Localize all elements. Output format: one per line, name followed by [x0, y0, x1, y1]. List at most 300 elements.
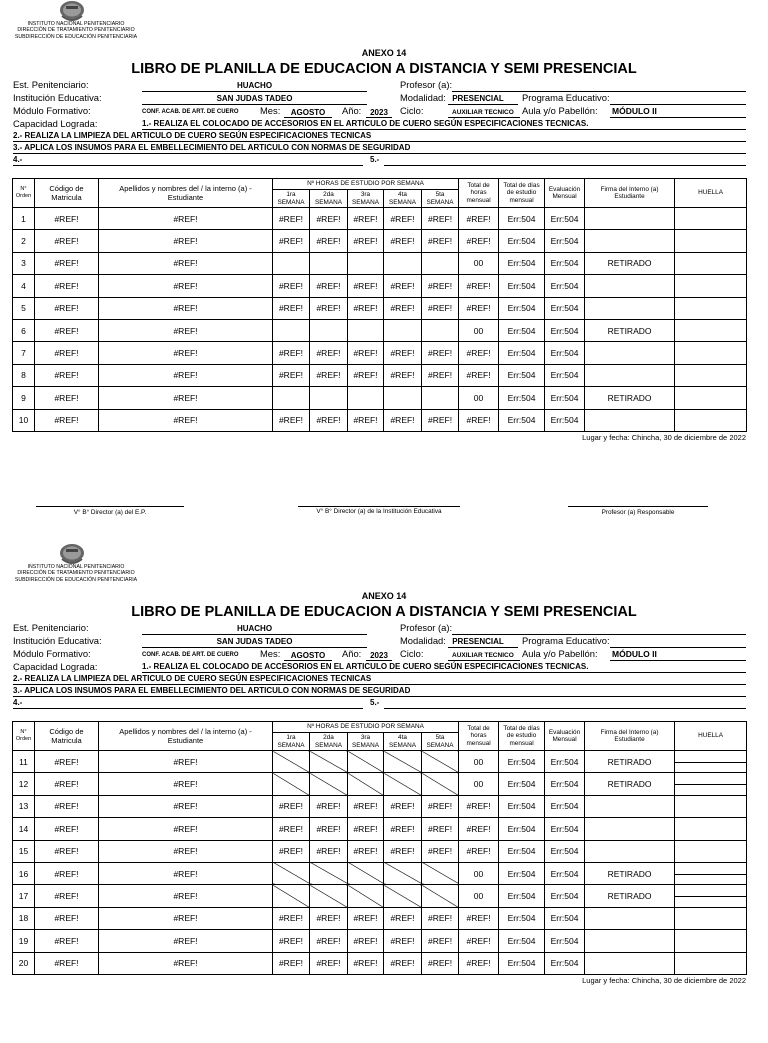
profesor-label: Profesor (a):: [400, 622, 453, 633]
capacidad-3: 3.- APLICA LOS INSUMOS PARA EL EMBELLECIMIENTO DEL ARTICULO CON NORMAS DE SEGURIDAD: [13, 143, 411, 152]
row-week-3: #REF!: [348, 930, 384, 952]
row-total-horas: 00: [459, 319, 499, 341]
row-week-1: #REF!: [273, 952, 310, 974]
row-huella: [675, 252, 747, 274]
row-matricula: #REF!: [35, 342, 99, 364]
capacidad-label: Capacidad Lograda:: [13, 661, 98, 672]
col-horas-group: Nº HORAS DE ESTUDIO POR SEMANA: [273, 179, 459, 190]
row-total-dias: Err:504: [499, 230, 545, 252]
row-evaluacion: Err:504: [545, 885, 585, 907]
row-matricula: #REF!: [35, 387, 99, 409]
row-week-5: #REF!: [422, 952, 459, 974]
row-huella: [675, 342, 747, 364]
row-week-4: [384, 751, 422, 773]
row-week-5: [422, 862, 459, 884]
table-row: [13, 862, 747, 884]
row-total-horas: 00: [459, 751, 499, 773]
row-huella: [675, 840, 747, 862]
anexo-label: ANEXO 14: [361, 48, 407, 58]
table-row: [13, 795, 747, 817]
col-firma: Firma del Interno (a) Estudiante: [585, 722, 675, 751]
anio-label: Año:: [342, 105, 362, 116]
row-week-1: [273, 862, 310, 884]
institucion-label: Institución Educativa:: [13, 92, 102, 103]
attendance-table: [12, 178, 747, 432]
row-week-3: [348, 751, 384, 773]
row-matricula: #REF!: [35, 297, 99, 319]
row-total-dias: Err:504: [499, 862, 545, 884]
row-nombre: #REF!: [99, 342, 273, 364]
row-week-1: #REF!: [273, 364, 310, 386]
row-matricula: #REF!: [35, 862, 99, 884]
row-week-4: #REF!: [384, 208, 422, 230]
signature-director-ep: V° B° Director (a) del E.P.: [73, 509, 147, 516]
row-nombre: #REF!: [99, 297, 273, 319]
row-week-5: #REF!: [422, 275, 459, 297]
capacidad-4: 4.-: [13, 155, 23, 164]
row-firma: [585, 275, 675, 297]
row-week-4: #REF!: [384, 275, 422, 297]
row-huella: [675, 818, 747, 840]
row-evaluacion: Err:504: [545, 230, 585, 252]
est-value: HUACHO: [236, 81, 273, 90]
row-huella: [675, 208, 747, 230]
row-orden: 11: [13, 751, 35, 773]
row-matricula: #REF!: [35, 252, 99, 274]
ciclo-label: Ciclo:: [400, 648, 424, 659]
row-total-horas: #REF!: [459, 930, 499, 952]
row-orden: 6: [13, 319, 35, 341]
modalidad-value: PRESENCIAL: [452, 94, 504, 103]
row-week-3: #REF!: [348, 275, 384, 297]
row-week-3: #REF!: [348, 952, 384, 974]
row-nombre: #REF!: [99, 252, 273, 274]
row-week-4: #REF!: [384, 952, 422, 974]
row-week-4: #REF!: [384, 795, 422, 817]
row-week-1: #REF!: [273, 297, 310, 319]
row-total-horas: #REF!: [459, 952, 499, 974]
row-firma: [585, 795, 675, 817]
table-row: [13, 342, 747, 364]
row-week-2: [310, 751, 348, 773]
table-row: [13, 773, 747, 795]
capacidad-label: Capacidad Lograda:: [13, 118, 98, 129]
row-week-2: #REF!: [310, 342, 348, 364]
col-week-5: 5ta SEMANA: [422, 733, 459, 751]
row-nombre: #REF!: [99, 364, 273, 386]
row-nombre: #REF!: [99, 319, 273, 341]
row-huella: [675, 952, 747, 974]
row-week-1: #REF!: [273, 208, 310, 230]
row-huella: [675, 409, 747, 431]
row-total-horas: 00: [459, 252, 499, 274]
row-week-3: #REF!: [348, 795, 384, 817]
row-week-4: #REF!: [384, 409, 422, 431]
row-nombre: #REF!: [99, 387, 273, 409]
row-firma: [585, 230, 675, 252]
row-nombre: #REF!: [99, 840, 273, 862]
row-total-horas: #REF!: [459, 230, 499, 252]
row-orden: 17: [13, 885, 35, 907]
row-evaluacion: Err:504: [545, 907, 585, 929]
row-week-3: #REF!: [348, 840, 384, 862]
row-matricula: #REF!: [35, 409, 99, 431]
row-week-2: #REF!: [310, 818, 348, 840]
row-total-horas: #REF!: [459, 297, 499, 319]
row-evaluacion: Err:504: [545, 252, 585, 274]
row-total-dias: Err:504: [499, 751, 545, 773]
row-week-5: [422, 252, 459, 274]
aula-value: MÓDULO II: [612, 649, 657, 659]
row-total-dias: Err:504: [499, 319, 545, 341]
col-huella: HUELLA: [675, 722, 747, 751]
row-huella: [675, 319, 747, 341]
anio-label: Año:: [342, 648, 362, 659]
row-huella: [675, 751, 747, 773]
signature-profesor: Profesor (a) Responsable: [601, 509, 675, 516]
row-week-4: [384, 773, 422, 795]
row-week-5: #REF!: [422, 840, 459, 862]
row-week-4: #REF!: [384, 364, 422, 386]
anio-value: 2023: [370, 108, 388, 117]
attendance-table: [12, 721, 747, 975]
row-total-horas: 00: [459, 387, 499, 409]
row-matricula: #REF!: [35, 319, 99, 341]
table-row: [13, 230, 747, 252]
col-week-1: 1ra SEMANA: [273, 190, 310, 208]
capacidad-5: 5.-: [370, 698, 380, 707]
row-matricula: #REF!: [35, 795, 99, 817]
aula-label: Aula y/o Pabellón:: [522, 648, 598, 659]
row-week-1: [273, 751, 310, 773]
row-week-3: [348, 319, 384, 341]
institution-header: INSTITUTO NACIONAL PENITENCIARIO DIRECCIÓN DE TRATAMIENTO PENITENCIARIO SUBDIRECCIÓN DE EDUCACIÓN PENITENCIARIA: [14, 21, 138, 40]
row-evaluacion: Err:504: [545, 862, 585, 884]
row-nombre: #REF!: [99, 930, 273, 952]
modulo-label: Módulo Formativo:: [13, 648, 91, 659]
table-row: [13, 840, 747, 862]
row-firma: [585, 840, 675, 862]
row-week-3: #REF!: [348, 342, 384, 364]
row-week-4: #REF!: [384, 230, 422, 252]
row-week-5: #REF!: [422, 208, 459, 230]
lugar-fecha: Lugar y fecha: Chincha, 30 de diciembre de 2022: [582, 433, 746, 442]
row-week-1: [273, 387, 310, 409]
row-firma: [585, 342, 675, 364]
row-week-1: [273, 885, 310, 907]
row-firma: [585, 930, 675, 952]
row-week-3: [348, 885, 384, 907]
row-week-5: #REF!: [422, 342, 459, 364]
planilla-sheet-2: [0, 543, 768, 1043]
row-firma: RETIRADO: [585, 751, 675, 773]
row-week-5: [422, 751, 459, 773]
row-week-5: [422, 387, 459, 409]
row-firma: [585, 952, 675, 974]
row-orden: 20: [13, 952, 35, 974]
row-total-horas: #REF!: [459, 907, 499, 929]
row-evaluacion: Err:504: [545, 952, 585, 974]
row-total-dias: Err:504: [499, 795, 545, 817]
row-total-dias: Err:504: [499, 297, 545, 319]
row-week-3: #REF!: [348, 297, 384, 319]
row-evaluacion: Err:504: [545, 818, 585, 840]
col-nombres: Apellidos y nombres del / la interno (a) - Estudiante: [99, 179, 273, 208]
row-orden: 10: [13, 409, 35, 431]
row-firma: [585, 907, 675, 929]
row-week-2: #REF!: [310, 230, 348, 252]
row-nombre: #REF!: [99, 275, 273, 297]
row-week-4: #REF!: [384, 342, 422, 364]
row-orden: 19: [13, 930, 35, 952]
row-week-2: #REF!: [310, 208, 348, 230]
row-week-1: #REF!: [273, 907, 310, 929]
table-row: [13, 387, 747, 409]
row-week-3: #REF!: [348, 409, 384, 431]
ciclo-value: AUXILIAR TECNICO: [452, 652, 514, 659]
row-total-dias: Err:504: [499, 952, 545, 974]
aula-value: MÓDULO II: [612, 106, 657, 116]
row-matricula: #REF!: [35, 751, 99, 773]
col-week-1: 1ra SEMANA: [273, 733, 310, 751]
row-orden: 3: [13, 252, 35, 274]
col-matricula: Código de Matricula: [35, 722, 99, 751]
row-week-2: #REF!: [310, 275, 348, 297]
row-week-4: #REF!: [384, 907, 422, 929]
row-huella: [675, 930, 747, 952]
col-total-horas: Total de horas mensual: [459, 722, 499, 751]
row-orden: 13: [13, 795, 35, 817]
row-week-1: #REF!: [273, 342, 310, 364]
row-week-2: [310, 773, 348, 795]
row-evaluacion: Err:504: [545, 409, 585, 431]
row-total-horas: 00: [459, 773, 499, 795]
row-week-1: #REF!: [273, 409, 310, 431]
row-evaluacion: Err:504: [545, 275, 585, 297]
table-row: [13, 751, 747, 773]
row-week-5: #REF!: [422, 907, 459, 929]
row-week-3: [348, 773, 384, 795]
col-matricula: Código de Matricula: [35, 179, 99, 208]
row-orden: 16: [13, 862, 35, 884]
row-firma: RETIRADO: [585, 862, 675, 884]
row-week-2: #REF!: [310, 952, 348, 974]
row-firma: RETIRADO: [585, 319, 675, 341]
col-week-4: 4ta SEMANA: [384, 733, 422, 751]
row-huella: [675, 297, 747, 319]
row-total-dias: Err:504: [499, 342, 545, 364]
row-nombre: #REF!: [99, 751, 273, 773]
col-week-4: 4ta SEMANA: [384, 190, 422, 208]
row-huella: [675, 275, 747, 297]
row-evaluacion: Err:504: [545, 297, 585, 319]
row-week-1: #REF!: [273, 275, 310, 297]
institucion-label: Institución Educativa:: [13, 635, 102, 646]
row-week-5: #REF!: [422, 930, 459, 952]
table-row: [13, 885, 747, 907]
mes-label: Mes:: [260, 105, 281, 116]
institution-header: INSTITUTO NACIONAL PENITENCIARIO DIRECCIÓN DE TRATAMIENTO PENITENCIARIO SUBDIRECCIÓN DE EDUCACIÓN PENITENCIARIA: [14, 564, 138, 583]
row-week-5: #REF!: [422, 818, 459, 840]
est-label: Est. Penitenciario:: [13, 79, 89, 90]
row-total-dias: Err:504: [499, 930, 545, 952]
programa-label: Programa Educativo:: [522, 92, 610, 103]
row-total-dias: Err:504: [499, 387, 545, 409]
row-week-1: #REF!: [273, 230, 310, 252]
row-nombre: #REF!: [99, 862, 273, 884]
row-week-5: [422, 319, 459, 341]
row-matricula: #REF!: [35, 840, 99, 862]
col-evaluacion: Evaluación Mensual: [545, 722, 585, 751]
row-firma: [585, 818, 675, 840]
row-firma: [585, 364, 675, 386]
row-nombre: #REF!: [99, 907, 273, 929]
row-week-3: #REF!: [348, 364, 384, 386]
aula-label: Aula y/o Pabellón:: [522, 105, 598, 116]
signature-director-ie: V° B° Director (a) de la Institución Educativa: [316, 508, 442, 515]
row-matricula: #REF!: [35, 275, 99, 297]
row-total-horas: 00: [459, 885, 499, 907]
modulo-label: Módulo Formativo:: [13, 105, 91, 116]
col-week-2: 2da SEMANA: [310, 190, 348, 208]
col-week-3: 3ra SEMANA: [348, 190, 384, 208]
row-matricula: #REF!: [35, 818, 99, 840]
row-week-4: [384, 862, 422, 884]
row-week-3: #REF!: [348, 907, 384, 929]
row-huella: [675, 230, 747, 252]
row-week-5: #REF!: [422, 409, 459, 431]
capacidad-1: 1.- REALIZA EL COLOCADO DE ACCESORIOS EN EL ARTICULO DE CUERO SEGÚN ESPECIFICACIONES TECNICAS.: [142, 119, 589, 128]
row-firma: RETIRADO: [585, 885, 675, 907]
row-total-dias: Err:504: [499, 907, 545, 929]
row-orden: 15: [13, 840, 35, 862]
row-total-horas: #REF!: [459, 795, 499, 817]
programa-label: Programa Educativo:: [522, 635, 610, 646]
modulo-value: CONF. ACAB. DE ART. DE CUERO: [142, 109, 239, 115]
row-week-2: #REF!: [310, 364, 348, 386]
document-title: LIBRO DE PLANILLA DE EDUCACION A DISTANCIA Y SEMI PRESENCIAL: [131, 61, 637, 77]
row-week-4: #REF!: [384, 818, 422, 840]
profesor-label: Profesor (a):: [400, 79, 453, 90]
row-orden: 1: [13, 208, 35, 230]
row-week-1: [273, 773, 310, 795]
col-total-horas: Total de horas mensual: [459, 179, 499, 208]
row-nombre: #REF!: [99, 409, 273, 431]
row-nombre: #REF!: [99, 795, 273, 817]
row-evaluacion: Err:504: [545, 840, 585, 862]
row-orden: 9: [13, 387, 35, 409]
row-total-horas: #REF!: [459, 275, 499, 297]
row-matricula: #REF!: [35, 773, 99, 795]
row-week-5: #REF!: [422, 230, 459, 252]
modalidad-label: Modalidad:: [400, 635, 446, 646]
row-total-horas: #REF!: [459, 818, 499, 840]
capacidad-3: 3.- APLICA LOS INSUMOS PARA EL EMBELLECIMIENTO DEL ARTICULO CON NORMAS DE SEGURIDAD: [13, 686, 411, 695]
row-week-1: #REF!: [273, 930, 310, 952]
row-total-horas: #REF!: [459, 409, 499, 431]
col-total-dias: Total de días de estudio mensual: [499, 722, 545, 751]
ciclo-label: Ciclo:: [400, 105, 424, 116]
row-firma: RETIRADO: [585, 252, 675, 274]
inpe-logo-icon: [58, 543, 86, 565]
row-total-dias: Err:504: [499, 840, 545, 862]
row-matricula: #REF!: [35, 230, 99, 252]
institucion-value: SAN JUDAS TADEO: [216, 94, 293, 103]
row-week-2: [310, 252, 348, 274]
row-evaluacion: Err:504: [545, 387, 585, 409]
row-total-horas: 00: [459, 862, 499, 884]
row-firma: [585, 208, 675, 230]
col-huella: HUELLA: [675, 179, 747, 208]
row-huella: [675, 773, 747, 795]
row-week-4: #REF!: [384, 930, 422, 952]
col-orden: N° Orden: [13, 722, 35, 751]
col-week-5: 5ta SEMANA: [422, 190, 459, 208]
table-row: [13, 952, 747, 974]
row-matricula: #REF!: [35, 208, 99, 230]
row-week-3: #REF!: [348, 208, 384, 230]
anio-value: 2023: [370, 651, 388, 660]
row-total-horas: #REF!: [459, 840, 499, 862]
row-nombre: #REF!: [99, 818, 273, 840]
row-evaluacion: Err:504: [545, 795, 585, 817]
row-total-horas: #REF!: [459, 364, 499, 386]
row-nombre: #REF!: [99, 773, 273, 795]
row-total-dias: Err:504: [499, 252, 545, 274]
row-week-1: [273, 319, 310, 341]
row-week-3: [348, 252, 384, 274]
row-week-5: #REF!: [422, 364, 459, 386]
row-huella: [675, 907, 747, 929]
row-evaluacion: Err:504: [545, 751, 585, 773]
row-week-2: [310, 885, 348, 907]
row-orden: 18: [13, 907, 35, 929]
row-matricula: #REF!: [35, 364, 99, 386]
row-week-4: [384, 252, 422, 274]
row-matricula: #REF!: [35, 952, 99, 974]
row-week-1: #REF!: [273, 818, 310, 840]
row-week-2: [310, 387, 348, 409]
row-huella: [675, 387, 747, 409]
lugar-fecha: Lugar y fecha: Chincha, 30 de diciembre de 2022: [582, 976, 746, 985]
row-week-2: #REF!: [310, 409, 348, 431]
table-row: [13, 930, 747, 952]
row-week-4: [384, 319, 422, 341]
row-evaluacion: Err:504: [545, 319, 585, 341]
table-row: [13, 275, 747, 297]
row-total-dias: Err:504: [499, 885, 545, 907]
row-matricula: #REF!: [35, 907, 99, 929]
row-week-1: #REF!: [273, 840, 310, 862]
table-row: [13, 907, 747, 929]
row-week-4: #REF!: [384, 297, 422, 319]
row-huella: [675, 885, 747, 907]
row-nombre: #REF!: [99, 952, 273, 974]
row-week-5: [422, 885, 459, 907]
row-week-3: [348, 387, 384, 409]
col-week-3: 3ra SEMANA: [348, 733, 384, 751]
col-total-dias: Total de días de estudio mensual: [499, 179, 545, 208]
row-evaluacion: Err:504: [545, 930, 585, 952]
row-total-horas: #REF!: [459, 208, 499, 230]
row-total-horas: #REF!: [459, 342, 499, 364]
table-row: [13, 818, 747, 840]
row-week-5: #REF!: [422, 297, 459, 319]
col-firma: Firma del Interno (a) Estudiante: [585, 179, 675, 208]
row-week-3: #REF!: [348, 818, 384, 840]
ciclo-value: AUXILIAR TECNICO: [452, 109, 514, 116]
row-week-5: #REF!: [422, 795, 459, 817]
